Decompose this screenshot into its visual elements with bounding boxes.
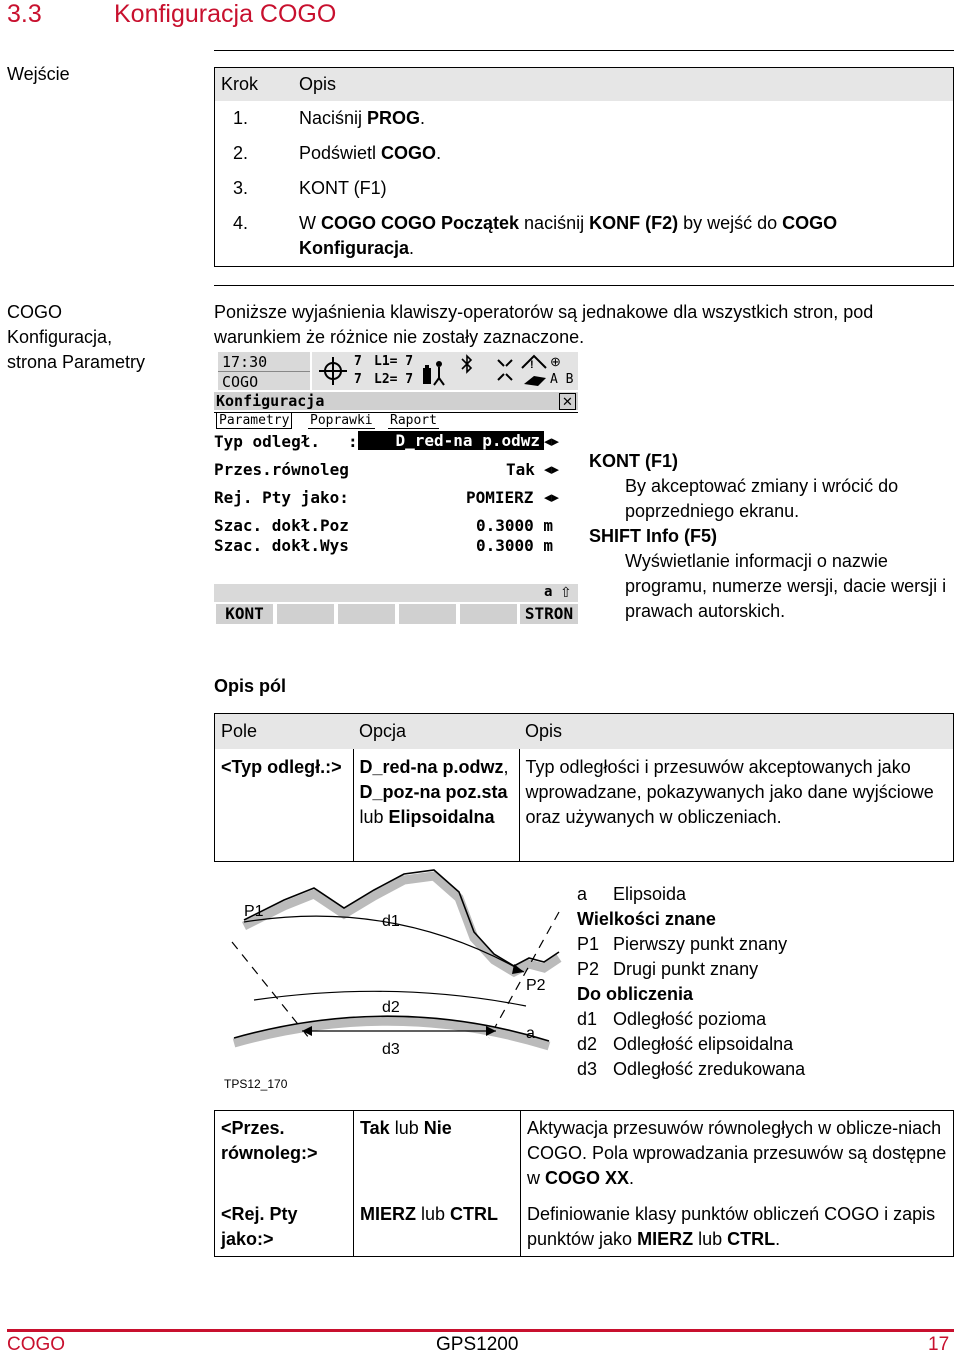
szac-wys-input[interactable]: 0.3000 m — [476, 536, 554, 555]
text-run: . — [420, 108, 426, 128]
field-rej-options — [354, 1197, 521, 1257]
legend-text: Drugi punkt znany — [613, 959, 759, 979]
text-run: Aktywacja przesuwów równoległych w oblicze-niach COGO. Pola wprowadzania przesuwów są dostępne w — [527, 1118, 947, 1188]
softkey-f5[interactable] — [460, 604, 517, 624]
szac-poz-input[interactable]: 0.3000 m — [476, 516, 554, 535]
section-title: Konfiguracja COGO — [114, 0, 337, 28]
footer-chapter: COGO — [7, 1334, 66, 1355]
row-szac-wys-label: Szac. dokł.Wys — [214, 536, 349, 555]
text-run: . — [629, 1168, 635, 1188]
key-kont-desc: By akceptować zmiany i wrócić do poprzedniego ekranu. — [625, 476, 899, 521]
key-kont: KONT (F1) — [589, 451, 678, 471]
text-run: by wejść do — [678, 213, 783, 233]
legend-symbol: d2 — [577, 1034, 598, 1054]
legend-symbol: d3 — [577, 1059, 598, 1079]
step-text — [293, 136, 954, 171]
shift-arrow-icon: ⇧ — [560, 584, 572, 600]
crosshair-icon — [318, 356, 348, 386]
legend-item — [577, 882, 954, 907]
side-label-cogo — [7, 300, 145, 375]
battery-icon — [420, 356, 446, 386]
shift-ab: A B — [550, 372, 574, 387]
p1-label: P1 — [244, 903, 264, 920]
fields-table-1 — [214, 713, 954, 862]
footer-product: GPS1200 — [436, 1334, 519, 1355]
typ-odleglosci-select[interactable]: D_red-na p.odwz — [358, 431, 544, 450]
text-run: KONT (F1) — [299, 178, 387, 198]
chevron-lr-icon[interactable]: ◂▸ — [544, 433, 560, 450]
footer-rule — [7, 1329, 954, 1332]
app-name: COGO — [222, 373, 259, 391]
legend-symbol: P1 — [577, 934, 600, 954]
warning-icon — [520, 354, 550, 388]
legend-item — [577, 982, 954, 1007]
svg-text:!: ! — [530, 359, 534, 371]
field-typ-desc: Typ odległości i przesuwów akceptowanych jako wprowadzane, pokazywanych jako dane wyjściowe oraz używanych w obliczeniach. — [525, 757, 934, 827]
step-text — [293, 101, 954, 136]
steps-table — [214, 67, 954, 267]
divider — [214, 50, 954, 51]
table-row — [215, 1197, 954, 1257]
col-opis: Opis — [525, 721, 563, 741]
side-label-line-1: COGO — [7, 302, 63, 322]
step-text — [293, 171, 954, 206]
d3-label: d3 — [382, 1041, 400, 1058]
text-run: naciśnij — [519, 213, 590, 233]
bold-term: CTRL — [450, 1203, 499, 1224]
text-run: lub — [693, 1228, 728, 1249]
col-opcja: Opcja — [359, 721, 407, 741]
letter-a: ⊕ — [550, 354, 561, 369]
step-row — [215, 136, 954, 171]
table-row — [215, 749, 954, 861]
window-title: Konfiguracja — [216, 392, 325, 410]
step-row — [215, 206, 954, 267]
bold-term: COGO Konfiguracja — [299, 213, 838, 258]
row-rej-label: Rej. Pty jako: — [214, 488, 349, 507]
row-szac-poz-label: Szac. dokł.Poz — [214, 516, 349, 535]
row-typ-label: Typ odległ. — [214, 432, 320, 451]
side-label-line-3: strona Parametry — [7, 352, 146, 372]
text-run: lub — [389, 1118, 424, 1138]
chevron-lr-icon[interactable]: ◂▸ — [544, 489, 560, 506]
field-rej-desc — [521, 1197, 954, 1257]
bold-term: MIERZ — [360, 1203, 416, 1224]
legend-text: Pierwszy punkt znany — [613, 934, 788, 954]
time-display: 17:30 — [222, 353, 268, 371]
diagram-legend — [577, 882, 954, 1082]
key-shift-info: SHIFT Info (F5) — [589, 526, 717, 546]
text-run: lub — [359, 807, 389, 827]
legend-text: Wielkości znane — [577, 909, 716, 929]
legend-symbol: P2 — [577, 959, 600, 979]
row-typ-sep: : — [348, 432, 358, 451]
step-text — [293, 206, 954, 267]
legend-text: Elipsoida — [613, 884, 687, 904]
softkey-stron[interactable]: STRON — [520, 604, 578, 624]
bold-term: Elipsoidalna — [388, 807, 495, 827]
col-opis: Opis — [299, 74, 337, 94]
fields-title: Opis pól — [214, 676, 286, 696]
fields-header-row — [215, 714, 954, 750]
legend-symbol: a — [577, 884, 588, 904]
legend-text: Do obliczenia — [577, 984, 694, 1004]
device-screen — [214, 352, 578, 628]
col-krok: Krok — [221, 74, 259, 94]
p2-label: P2 — [526, 977, 546, 994]
step-number: 4. — [233, 213, 249, 233]
legend-symbol: d1 — [577, 1009, 598, 1029]
fields-table-2 — [214, 1110, 954, 1257]
key-descriptions — [589, 449, 954, 624]
legend-text: Odległość elipsoidalna — [613, 1034, 794, 1054]
text-run: . — [436, 143, 442, 163]
legend-text: Odległość zredukowana — [613, 1059, 806, 1079]
text-run: W — [299, 213, 321, 233]
legend-item — [577, 1032, 954, 1057]
legend-text: Odległość pozioma — [613, 1009, 767, 1029]
bluetooth-icon — [458, 354, 476, 374]
step-row — [215, 171, 954, 206]
przes-select[interactable]: Tak — [506, 460, 535, 479]
l1-satellites: L1= 7 — [374, 354, 414, 369]
intro-text: Poniższe wyjaśnienia klawiszy-operatorów są jednakowe dla wszystkich stron, pod warunkiem że różnice nie zostały zaznaczone. — [214, 302, 874, 347]
status-divider — [218, 371, 310, 372]
table-row — [215, 1111, 954, 1197]
bold-term: MIERZ — [637, 1228, 694, 1249]
side-label-line-2: Konfiguracja, — [7, 327, 113, 347]
legend-item — [577, 932, 954, 957]
legend-item — [577, 957, 954, 982]
bold-term: D_poz-na poz.sta — [359, 782, 508, 802]
bold-term: COGO COGO Początek — [321, 213, 520, 233]
softkey-f3[interactable] — [338, 604, 395, 624]
tab-raport[interactable]: Raport — [390, 413, 437, 428]
legend-item — [577, 907, 954, 932]
text-run: lub — [416, 1203, 451, 1224]
field-typ: <Typ odległ.:> — [215, 749, 354, 861]
bold-term: Nie — [423, 1118, 452, 1138]
field-przes: <Przes. równoleg:> — [215, 1111, 354, 1197]
legend-item — [577, 1007, 954, 1032]
legend-item — [577, 1057, 954, 1082]
key-shift-info-desc: Wyświetlanie informacji o nazwie programu, numerze wersji, dacie wersji i prawach autorskich. — [625, 551, 947, 621]
bold-term: COGO — [381, 143, 437, 163]
field-przes-desc — [521, 1111, 954, 1197]
text-run: Naciśnij — [299, 108, 368, 128]
figure-code: TPS12_170 — [224, 1077, 288, 1091]
text-run: . — [775, 1228, 781, 1249]
steps-header-row — [215, 68, 954, 102]
d1-label: d1 — [382, 913, 400, 930]
d2-label: d2 — [382, 999, 400, 1016]
bold-term: COGO XX — [545, 1168, 630, 1188]
row-przes-label: Przes.równoleg — [214, 460, 349, 479]
distance-diagram — [214, 868, 564, 1098]
text-run: Definiowanie klasy punktów obliczeń COGO i zapis punktów jako — [527, 1203, 936, 1249]
l2-satellites: L2= 7 — [374, 372, 414, 387]
bold-term: Tak — [360, 1118, 390, 1138]
close-icon[interactable]: ✕ — [559, 393, 576, 410]
field-przes-options — [354, 1111, 521, 1197]
field-typ-options — [353, 749, 519, 861]
radio-icon — [494, 356, 516, 386]
field-rej: <Rej. Pty jako:> — [215, 1197, 354, 1257]
softkey-f4[interactable] — [399, 604, 456, 624]
softkey-f2[interactable] — [277, 604, 334, 624]
bold-term: KONF (F2) — [589, 213, 679, 233]
text-run: Podświetl — [299, 143, 382, 163]
text-run: , — [503, 757, 509, 777]
tab-poprawki[interactable]: Poprawki — [310, 413, 373, 428]
footer-page-number: 17 — [928, 1334, 950, 1355]
text-run: . — [409, 238, 415, 258]
bold-term: PROG — [367, 108, 421, 128]
shift-indicator: a — [544, 584, 553, 600]
step-number: 2. — [233, 143, 249, 163]
bold-term: CTRL — [727, 1228, 776, 1249]
step-number: 1. — [233, 108, 249, 128]
chevron-lr-icon[interactable]: ◂▸ — [544, 461, 560, 478]
shift-bar — [214, 584, 578, 602]
bold-term: D_red-na p.odwz — [359, 757, 504, 777]
step-number: 3. — [233, 178, 249, 198]
seven-1: 7 — [354, 354, 362, 369]
rej-select[interactable]: POMIERZ — [466, 488, 534, 507]
step-row — [215, 101, 954, 136]
softkey-kont[interactable]: KONT — [216, 604, 273, 624]
tab-parametry[interactable]: Parametry — [216, 413, 292, 429]
divider — [214, 285, 954, 286]
seven-2: 7 — [354, 372, 362, 387]
a-label: a — [526, 1025, 535, 1042]
section-number: 3.3 — [7, 0, 42, 28]
side-label-wejscie: Wejście — [7, 64, 70, 84]
col-pole: Pole — [221, 721, 258, 741]
